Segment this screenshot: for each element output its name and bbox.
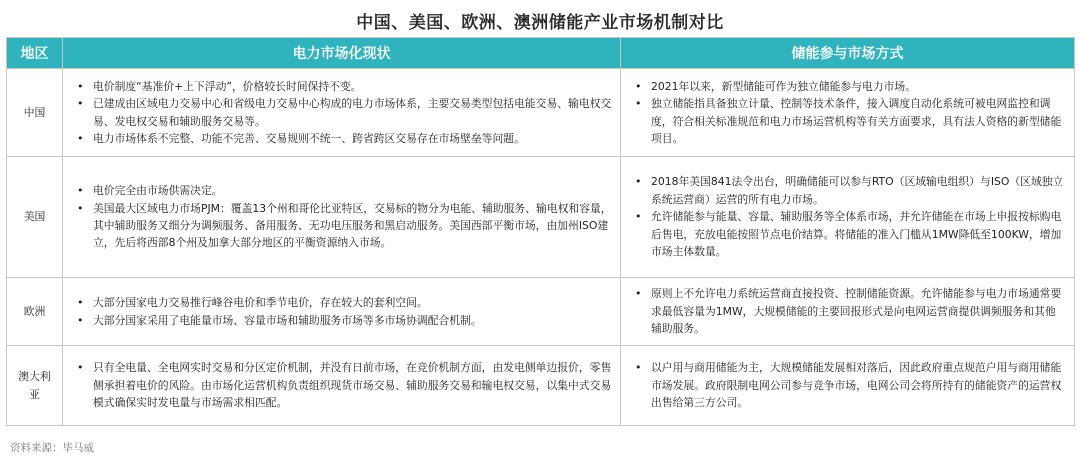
region-cell: 中国: [7, 69, 63, 157]
comparison-table: [6, 37, 1075, 426]
table-row: [7, 157, 1075, 278]
list-item: • 大部分国家采用了电能量市场、容量市场和辅助服务市场等多市场协调配合机制。: [71, 312, 612, 329]
list-item: • 2021年以来，新型储能可作为独立储能参与电力市场。: [629, 78, 1066, 95]
list-item: • 已建成由区域电力交易中心和省级电力交易中心构成的电力市场体系，主要交易类型包括电能交易、输电权交易、发电权交易和辅助服务交易等。: [71, 95, 612, 130]
table-row: [7, 69, 1075, 157]
header-market-status: 电力市场化现状: [63, 38, 621, 69]
list-item: • 只有全电量、全电网实时交易和分区定价机制，并没有日前市场，在竞价机制方面，由发电侧单边报价，零售侧承担着电价的风险。由市场化运营机构负责组织现货市场交易、辅助服务交易和输电权交易，以集中式交易模式确保实时发电量与市场需求相匹配。: [71, 359, 612, 411]
table-header-row: [7, 38, 1075, 69]
list-item: • 电价制度“基准价+上下浮动”，价格较长时间保持不变。: [71, 78, 612, 95]
storage-participation-cell: [621, 69, 1075, 157]
market-status-cell: [63, 157, 621, 278]
storage-participation-cell: [621, 278, 1075, 346]
table-row: [7, 278, 1075, 346]
header-storage-participation: 储能参与市场方式: [621, 38, 1075, 69]
storage-participation-cell: [621, 157, 1075, 278]
table-row: [7, 346, 1075, 426]
storage-participation-cell: [621, 346, 1075, 426]
header-region: 地区: [7, 38, 63, 69]
region-cell: 欧洲: [7, 278, 63, 346]
list-item: • 以户用与商用储能为主，大规模储能发展相对落后，因此政府重点规范户用与商用储能市场发展。政府限制电网公司参与竞争市场，电网公司会将所持有的储能资产的运营权出售给第三方公司。: [629, 359, 1066, 411]
source-note: 资料来源：毕马威: [10, 442, 94, 454]
region-cell: 美国: [7, 157, 63, 278]
list-item: • 2018年美国841法令出台，明确储能可以参与RTO（区域输电组织）与ISO（区域独立系统运营商）运营的所有电力市场。: [629, 173, 1066, 208]
list-item: • 允许储能参与能量、容量、辅助服务等全体系市场，并允许储能在市场上申报按标购电后售电，充放电能按照节点电价结算。将储能的准入门槛从1MW降低至100KW，增加市场主体数量。: [629, 208, 1066, 260]
region-cell: 澳大利亚: [7, 346, 63, 426]
list-item: • 独立储能指具备独立计量、控制等技术条件，接入调度自动化系统可被电网监控和调度，符合相关标准规范和电力市场运营机构等有关方面要求，具有法人资格的新型储能项目。: [629, 95, 1066, 147]
list-item: • 大部分国家电力交易推行峰谷电价和季节电价，存在较大的套利空间。: [71, 294, 612, 311]
list-item: • 电价完全由市场供需决定。: [71, 182, 612, 199]
market-status-cell: [63, 69, 621, 157]
list-item: • 原则上不允许电力系统运营商直接投资、控制储能资源。允许储能参与电力市场通常要求最低容量为1MW，大规模储能的主要回报形式是向电网运营商提供调频服务和其他辅助服务。: [629, 285, 1066, 337]
market-status-cell: [63, 346, 621, 426]
market-status-cell: [63, 278, 621, 346]
list-item: • 美国最大区域电力市场PJM：覆盖13个州和哥伦比亚特区，交易标的物分为电能、辅助服务、输电权和容量，其中辅助服务又细分为调频服务、备用服务、无功电压服务和黑启动服务。美国西部平衡市场，由加州ISO建立，先后将西部8个州及加拿大部分地区的平衡资源纳入市场。: [71, 200, 612, 252]
list-item: • 电力市场体系不完整、功能不完善、交易规则不统一、跨省跨区交易存在市场壁垒等问题。: [71, 130, 612, 147]
page-title: 中国、美国、欧洲、澳洲储能产业市场机制对比: [356, 13, 724, 33]
